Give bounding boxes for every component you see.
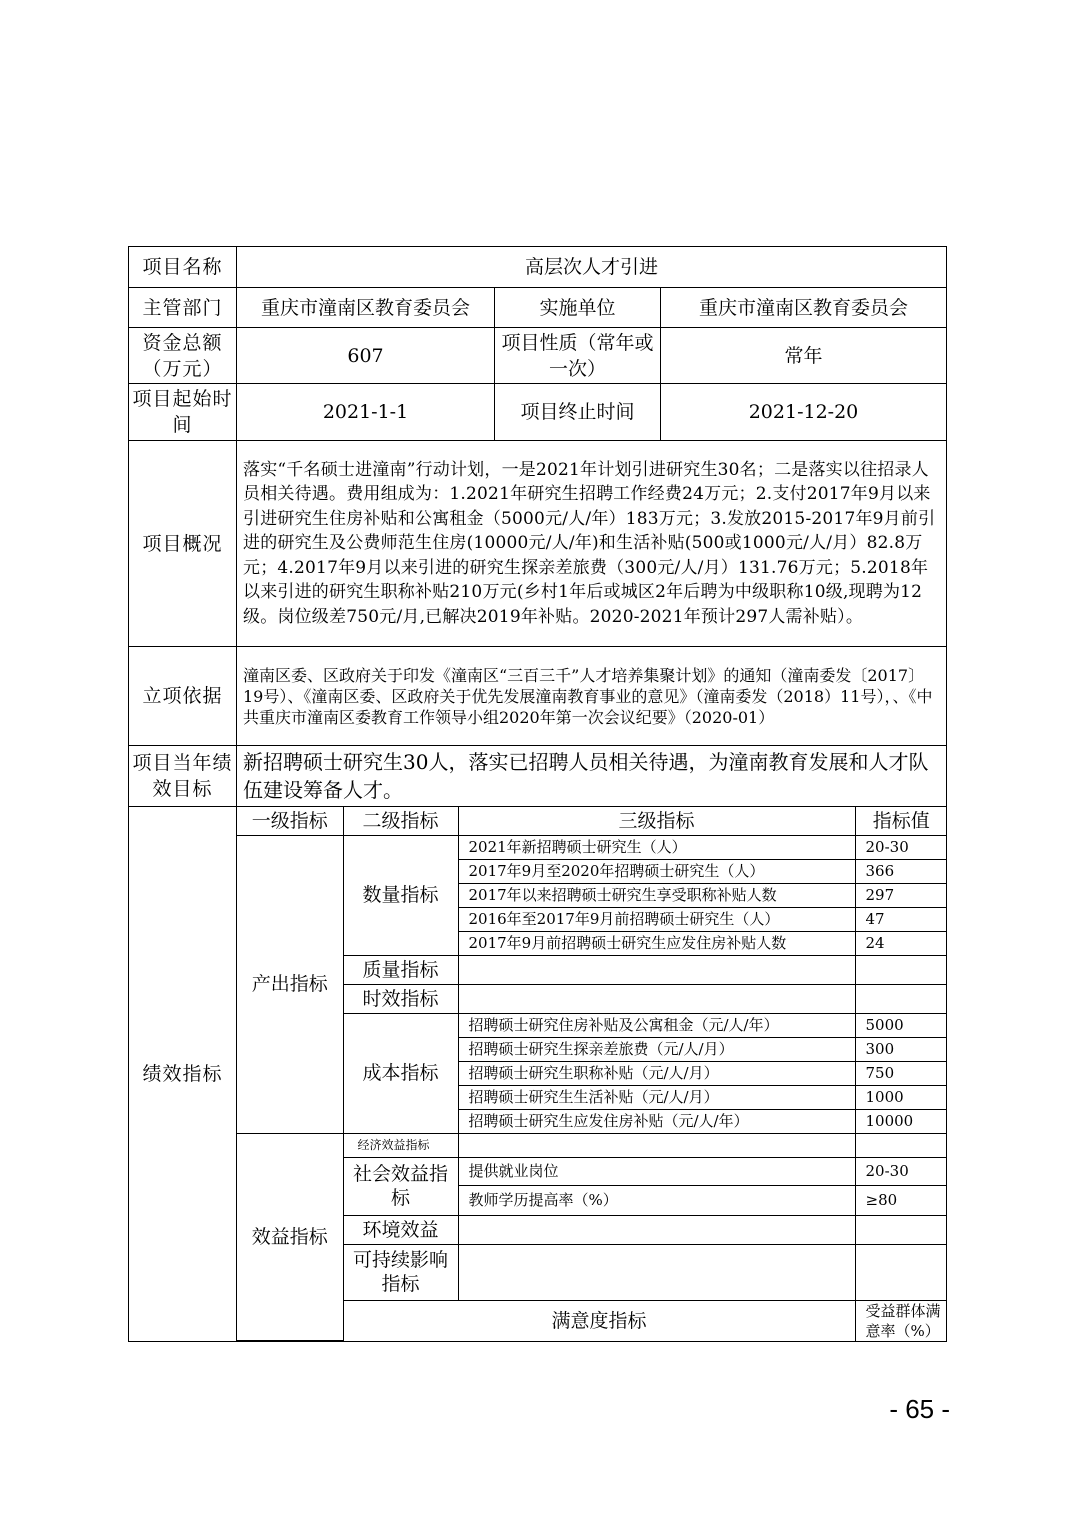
kpi-header-value: 指标值 [855, 807, 947, 835]
end-label: 项目终止时间 [495, 384, 661, 441]
cost-item-name: 招聘硕士研究生应发住房补贴（元/人/年） [458, 1109, 855, 1133]
kpi-header-level1: 一级指标 [237, 807, 343, 835]
quantity-item-name: 2021年新招聘硕士研究生（人） [458, 835, 855, 859]
social-item-name: 教师学历提高率（%） [458, 1185, 855, 1215]
kpi-header-level2: 二级指标 [343, 807, 458, 835]
funds-value: 607 [237, 328, 495, 384]
kpi-header-level3: 三级指标 [458, 807, 855, 835]
funds-label: 资金总额（万元） [129, 328, 237, 384]
overview-text: 落实“千名硕士进潼南”行动计划，一是2021年计划引进研究生30名；二是落实以往招录人员相关待遇。费用组成为：1.2021年研究生招聘工作经费24万元；2.支付2017年9月以来引进研究生住房补贴和公寓租金（5000元/人/年）183万元；3.发放2015-2017年9月前引进的研究生及公费师范生住房(10000元/人/年)和生活补贴(500或1000元/人/月）82.8万元；4.2017年9月以来引进的研究生探亲差旅费（300元/人/月）131.76万元；5.2018年以来引进的研究生职称补贴210万元(乡村1年后或城区2年后聘为中级职称10级,现聘为12级。岗位级差750元/月,已解决2019年补贴。2020-2021年预计297人需补贴）。 [237, 441, 947, 647]
quantity-item-value: 297 [855, 883, 947, 907]
nature-label: 项目性质（常年或一次） [495, 328, 661, 384]
project-name-value: 高层次人才引进 [237, 247, 947, 288]
cost-item-name: 招聘硕士研究生生活补贴（元/人/月） [458, 1085, 855, 1109]
nature-value: 常年 [661, 328, 947, 384]
impl-label: 实施单位 [495, 288, 661, 328]
goal-text: 新招聘硕士研究生30人，落实已招聘人员相关待遇，为潼南教育发展和人才队伍建设筹备人才。 [237, 746, 947, 807]
kpi-table [237, 807, 947, 1341]
quantity-item-value: 47 [855, 907, 947, 931]
cost-item-value: 5000 [855, 1013, 947, 1037]
cost-indicator-label: 成本指标 [343, 1013, 458, 1133]
environment-indicator-label: 环境效益 [343, 1215, 458, 1244]
kpi-container [237, 807, 947, 1342]
output-indicator-label: 产出指标 [237, 835, 343, 1133]
quality-item-name [458, 955, 855, 984]
quantity-item-value: 366 [855, 859, 947, 883]
quantity-indicator-label: 数量指标 [343, 835, 458, 955]
satisfaction-indicator-label: 满意度指标 [343, 1300, 855, 1341]
environment-item-value [855, 1215, 947, 1244]
benefit-indicator-label: 效益指标 [237, 1133, 343, 1341]
cost-item-name: 招聘硕士研究生职称补贴（元/人/月） [458, 1061, 855, 1085]
environment-item-name [458, 1215, 855, 1244]
dept-value: 重庆市潼南区教育委员会 [237, 288, 495, 328]
impl-value: 重庆市潼南区教育委员会 [661, 288, 947, 328]
quantity-item-name: 2017年9月至2020年招聘硕士研究生（人） [458, 859, 855, 883]
social-item-name: 提供就业岗位 [458, 1157, 855, 1185]
kpi-label: 绩效指标 [129, 807, 237, 1342]
basis-label: 立项依据 [129, 647, 237, 746]
economic-item-name [458, 1133, 855, 1157]
basis-text: 潼南区委、区政府关于印发《潼南区“三百三千”人才培养集聚计划》的通知（潼南委发〔2017〕19号）、《潼南区委、区政府关于优先发展潼南教育事业的意见》（潼南委发（2018）11号），、《中共重庆市潼南区委教育工作领导小组2020年第一次会议纪要》（2020-01） [237, 647, 947, 746]
cost-item-value: 300 [855, 1037, 947, 1061]
social-item-value: ≥80 [855, 1185, 947, 1215]
end-value: 2021-12-20 [661, 384, 947, 441]
economic-indicator-label: 经济效益指标 [343, 1133, 458, 1157]
economic-item-value [855, 1133, 947, 1157]
quantity-item-name: 2017年以来招聘硕士研究生享受职称补贴人数 [458, 883, 855, 907]
timeliness-item-name [458, 984, 855, 1013]
quantity-item-name: 2016年至2017年9月前招聘硕士研究生（人） [458, 907, 855, 931]
timeliness-indicator-label: 时效指标 [343, 984, 458, 1013]
social-item-value: 20-30 [855, 1157, 947, 1185]
overview-label: 项目概况 [129, 441, 237, 647]
social-indicator-label: 社会效益指标 [343, 1157, 458, 1215]
page-number: - 65 - [889, 1394, 950, 1424]
sustain-indicator-label: 可持续影响指标 [343, 1244, 458, 1300]
start-value: 2021-1-1 [237, 384, 495, 441]
goal-label: 项目当年绩效目标 [129, 746, 237, 807]
quantity-item-value: 24 [855, 931, 947, 955]
cost-item-value: 10000 [855, 1109, 947, 1133]
cost-item-name: 招聘硕士研究住房补贴及公寓租金（元/人/年） [458, 1013, 855, 1037]
satisfaction-item-name: 受益群体满意率（%） [855, 1300, 947, 1341]
cost-item-name: 招聘硕士研究生探亲差旅费（元/人/月） [458, 1037, 855, 1061]
cost-item-value: 1000 [855, 1085, 947, 1109]
quality-indicator-label: 质量指标 [343, 955, 458, 984]
quantity-item-value: 20-30 [855, 835, 947, 859]
dept-label: 主管部门 [129, 288, 237, 328]
sustain-item-value [855, 1244, 947, 1300]
timeliness-item-value [855, 984, 947, 1013]
quantity-item-name: 2017年9月前招聘硕士研究生应发住房补贴人数 [458, 931, 855, 955]
project-name-label: 项目名称 [129, 247, 237, 288]
performance-form-table [128, 246, 947, 1342]
start-label: 项目起始时间 [129, 384, 237, 441]
cost-item-value: 750 [855, 1061, 947, 1085]
quality-item-value [855, 955, 947, 984]
sustain-item-name [458, 1244, 855, 1300]
